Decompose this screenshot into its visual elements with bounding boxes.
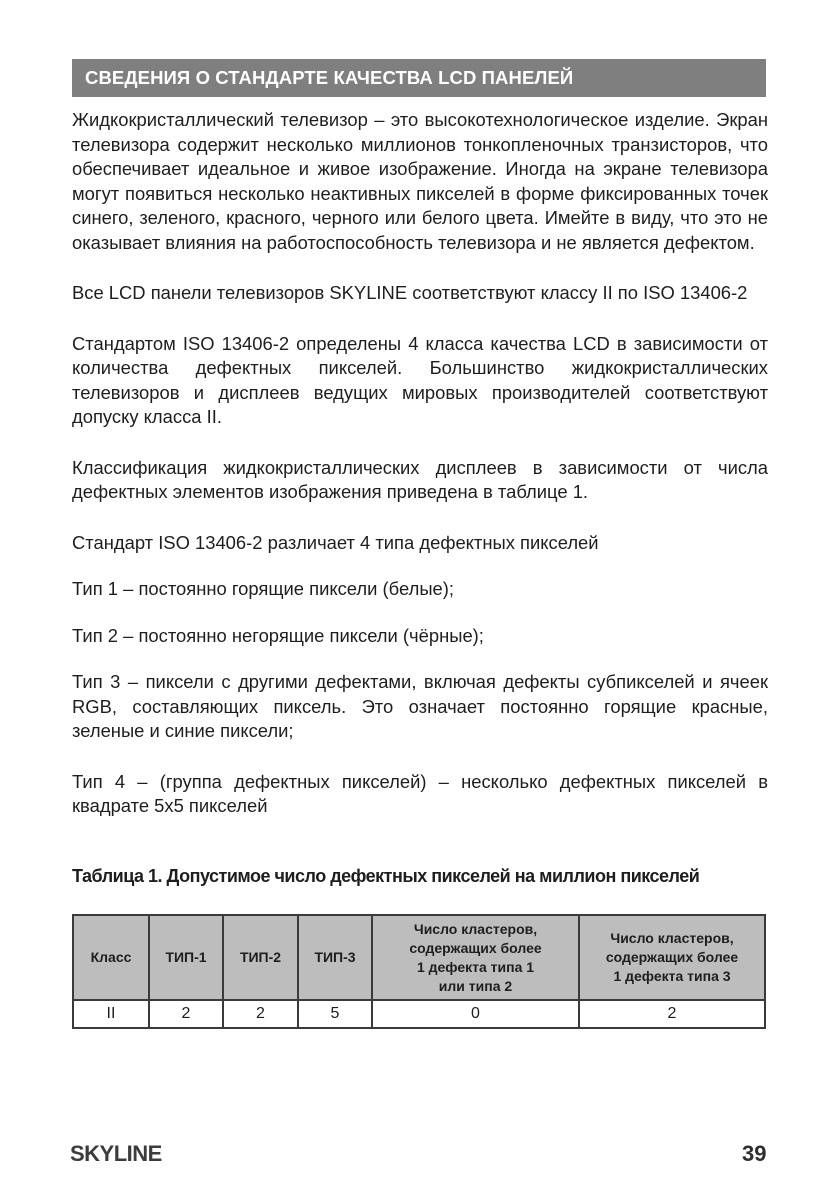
table-caption: Таблица 1. Допустимое число дефектных пикселей на миллион пикселей (72, 866, 700, 886)
section-title: СВЕДЕНИЯ О СТАНДАРТЕ КАЧЕСТВА LCD ПАНЕЛЕЙ (85, 67, 574, 88)
brand-logo: SKYLINE (70, 1141, 162, 1166)
paragraph-type-1: Тип 1 – постоянно горящие пиксели (белые); (72, 578, 455, 599)
table-row (73, 1000, 765, 1028)
header-type-1: ТИП-1 (149, 915, 223, 1000)
table-header-row (73, 915, 765, 1000)
paragraph-skyline-class: Все LCD панели телевизоров SKYLINE соответствуют классу II по ISO 13406-2 (72, 282, 748, 303)
cell-type-2: 2 (223, 1000, 298, 1028)
header-clusters-type-1-2: Число кластеров, содержащих более 1 дефекта типа 1 или типа 2 (372, 915, 579, 1000)
document-body (72, 108, 768, 845)
header-clusters-type-3: Число кластеров, содержащих более 1 дефекта типа 3 (579, 915, 765, 1000)
header-class: Класс (73, 915, 149, 1000)
cell-class: II (73, 1000, 149, 1028)
paragraph-type-2: Тип 2 – постоянно негорящие пиксели (чёрные); (72, 624, 484, 646)
paragraph-type-3: Тип 3 – пиксели с другими дефектами, включая дефекты субпикселей и ячеек RGB, составляющих пиксель. Это означает постоянно горящие красные, зеленые и синие пиксели; (72, 671, 768, 741)
cell-clusters-type-1-2: 0 (372, 1000, 579, 1028)
cell-clusters-type-3: 2 (579, 1000, 765, 1028)
header-type-2: ТИП-2 (223, 915, 298, 1000)
defect-pixel-table (72, 914, 766, 1029)
cell-type-1: 2 (149, 1000, 223, 1028)
cell-type-3: 5 (298, 1000, 372, 1028)
paragraph-type-4: Тип 4 – (группа дефектных пикселей) – несколько дефектных пикселей в квадрате 5х5 пикселей (72, 770, 768, 816)
paragraph-iso-classes: Стандартом ISO 13406-2 определены 4 класса качества LCD в зависимости от количества дефектных пикселей. Большинство жидкокристаллических телевизоров и дисплеев ведущих мировых производителей соответствуют допуску класса II. (72, 332, 768, 427)
header-type-3: ТИП-3 (298, 915, 372, 1000)
paragraph-classification: Классификация жидкокристаллических дисплеев в зависимости от числа дефектных элементов изображения приведена в таблице 1. (72, 456, 768, 502)
section-header (72, 59, 766, 97)
paragraph-defect-types: Стандарт ISO 13406-2 различает 4 типа дефектных пикселей (72, 531, 599, 553)
paragraph-intro: Жидкокристаллический телевизор – это высокотехнологическое изделие. Экран телевизора содержит несколько миллионов тонкопленочных транзисторов, что обеспечивает идеальное и живое изображение. Иногда на экране телевизора могут появиться несколько неактивных пикселей в форме фиксированных точек синего, зеленого, красного, черного или белого цвета. Имейте в виду, что это не оказывает влияния на работоспособность телевизора и не является дефектом. (72, 109, 768, 253)
page-number: 39 (742, 1141, 767, 1166)
